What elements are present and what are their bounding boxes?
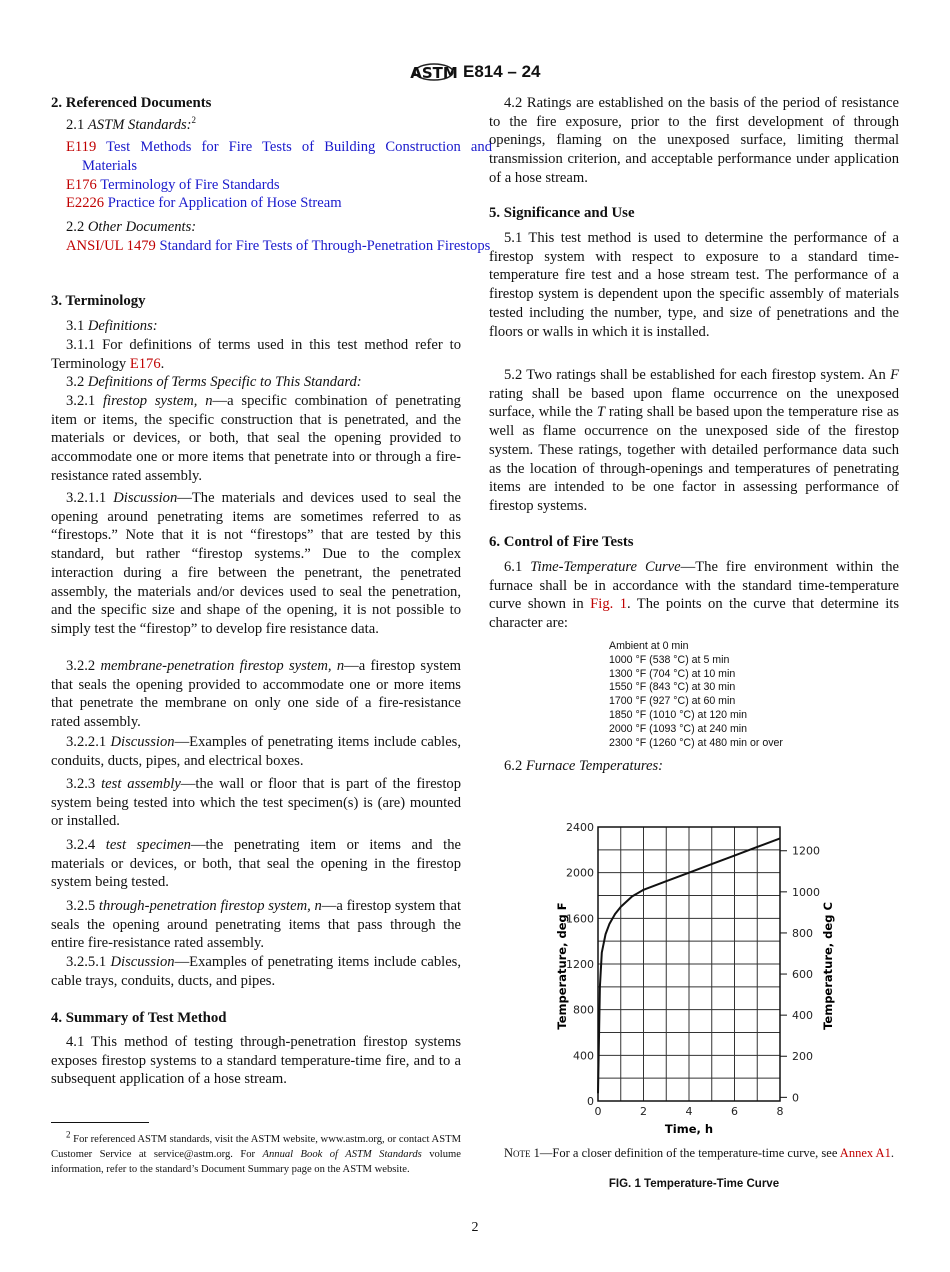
italic-term: Discussion [110,734,175,750]
text: 3.2.2.1 [66,734,111,750]
temperature-time-chart [540,815,860,1145]
text: 3.2.3 [66,776,102,792]
footnote-italic: Annual Book of ASTM Standards [262,1149,422,1160]
text: . The points on the curve that determine its character are: [489,596,899,632]
standard-link[interactable]: Test Methods for Fire Tests of Building Construction and Materials [82,139,492,174]
figure-note [489,1144,899,1162]
standard-link[interactable]: Practice for Application of Hose Stream [104,195,342,211]
italic-term: Definitions of Terms Specific to This Standard: [87,374,362,390]
figure-caption: FIG. 1 Temperature-Time Curve [608,1178,780,1190]
text: 3. Terminology [51,293,146,309]
text: —Examples of penetrating items include cables, cable trays, conduits, ducts, and pipes. [51,954,461,989]
y-axis-label: Temperature, deg F [555,902,569,1030]
text: 2. Referenced Documents [51,95,212,111]
y2-axis-label: Temperature, deg C [821,902,835,1030]
y2-tick-label: 800 [792,926,813,940]
curve-point: 1300 °F (704 °C) at 10 min [609,667,736,680]
standard-link[interactable]: E119 [66,139,97,155]
text: 2 [191,115,197,126]
text: 3.2.4 [66,837,106,853]
standard-link[interactable]: E2226 [66,195,105,211]
section-heading [489,533,899,552]
section-heading [51,292,461,311]
paragraph [51,657,461,732]
curve-point: 2300 °F (1260 °C) at 480 min or over [609,736,783,749]
text: 3.2.1.1 [66,490,114,506]
curve-point: 1850 °F (1010 °C) at 120 min [609,708,748,721]
text: —a firestop system that seals the opening provided to accommodate one or more items that penetrate the membrane on only one side of a fire-resistance rated assembly. [51,658,461,731]
paragraph [51,317,461,336]
page-number: 2 [471,1220,479,1235]
footnote-text: For referenced ASTM standards, visit the ASTM website, www.astm.org, or contact ASTM Customer Service at service@astm.org. For [51,1134,461,1160]
text: 6.2 [504,758,526,774]
italic-term: Discussion [110,954,175,970]
footnote-mark: 2 [66,1129,71,1140]
y-tick-label: 2000 [566,866,594,880]
text: —Examples of penetrating items include cables, conduits, ducts, pipes, and electrical boxes. [51,734,461,769]
curve-point: 1700 °F (927 °C) at 60 min [609,695,736,708]
logo-text: ASTM [410,64,458,82]
x-tick-label: 6 [731,1105,738,1118]
note-end: . [890,1146,894,1160]
text: 5.1 This test method is used to determine the performance of a firestop system with respect to exposure to a standard time-temperature fire test and a hose stream test. The performance of a firestop system is dependent upon the specific assembly of materials tested including the number, type, and size of penetrations and the floors or walls in which it is installed. [489,230,899,340]
paragraph [51,489,461,639]
y2-tick-label: 600 [792,968,813,982]
paragraph [489,558,899,633]
note-text: —For a closer definition of the temperature-time curve, see [539,1146,840,1160]
standard-link[interactable]: Terminology of Fire Standards [96,177,280,193]
text: 2.2 [66,219,88,235]
paragraph [51,836,461,892]
text: 6. Control of Fire Tests [489,534,634,550]
italic-term: Furnace Temperatures: [525,758,664,774]
section-heading [51,94,461,113]
standard-link[interactable]: E176 [129,355,161,372]
paragraph [51,392,461,486]
text: —The fire environment within the furnace shall be in accordance with the standard time-temperature curve shown in [489,559,899,613]
text: . [160,355,165,372]
paragraph [51,218,461,237]
italic-term: Other Documents: [87,219,197,235]
italic-term: T [596,404,605,421]
y2-tick-label: 0 [792,1091,799,1105]
standard-link[interactable]: Fig. 1 [590,596,627,613]
y2-tick-label: 1200 [792,844,820,858]
standard-link[interactable]: E176 [66,177,97,193]
paragraph [51,116,461,135]
paragraph [489,229,899,341]
text: —the penetrating item or items and the materials or devices, or both, that seal the opening in the firestop system being tested. [51,837,461,891]
text: 3.2.1 [66,393,103,409]
paragraph [489,94,899,188]
text: —The materials and devices used to seal the opening around penetrating items are sometimes referred to as “firestops.” Note that it is not “firestops” that are tested by this standard, but rather “firestop systems.” Due to the complex interaction during a fire between the penetrant, the penetrated assembly, the materials and/or devices used to seal the penetration, and the specific size and shape of the opening, it is not possible to simply test the “firestop” to develop fire resistance data. [51,490,462,637]
paragraph [51,1033,461,1089]
text: 3.2.5 [66,898,99,914]
y2-tick-label: 1000 [792,885,820,899]
curve-point: Ambient at 0 min [609,640,689,652]
italic-term: Discussion [113,490,178,506]
paragraph [51,953,461,990]
italic-term: F [890,367,899,383]
reference-entry [51,194,492,213]
x-axis-label: Time, h [664,1122,714,1136]
annex-a1-link[interactable]: Annex A1 [839,1146,891,1160]
note-label: Note 1 [504,1146,540,1160]
text: 6.1 [504,559,531,575]
x-tick-label: 4 [685,1105,693,1118]
y-tick-label: 1200 [566,958,594,971]
paragraph [51,336,461,373]
text: 4.2 Ratings are established on the basis of the period of resistance to the fire exposure, prior to the first development of through openings, flaming on the unexposed surface, limiting thermal transmission criterion, and acceptable performance under application of a hose stream. [489,95,899,186]
footnote [51,1129,461,1177]
section-heading [51,1009,461,1028]
x-tick-label: 2 [640,1105,647,1118]
text: 3.2 [66,374,88,390]
y-tick-label: 400 [573,1049,594,1063]
text: —a specific combination of penetrating item or items, the specific construction that is penetrated, and the materials or devices, or both, that seal the opening provided to accommodate one or more items that penetrate into or through a fire-resistance rated assembly. [51,393,461,484]
standard-designation: E814 – 24 [463,62,541,81]
italic-term: test assembly [101,776,181,792]
reference-entry [51,138,492,175]
paragraph [51,373,461,392]
text: 3.1 [66,318,88,334]
x-tick-label: 0 [594,1105,602,1118]
paragraph [51,897,461,953]
footnote-text-end: volume information, refer to the standard’s Document Summary page on the ASTM website. [51,1149,461,1175]
curve-points-list [609,640,783,750]
text: rating shall be based upon the temperature rise as well as flame occurrence on the unexposed side of the firestop system. These ratings, together with detailed performance data such as the location of through-openings and temperatures of penetrating items are intended to be one factor in assessing performance of firestop systems. [489,404,899,514]
x-tick-label: 8 [776,1105,784,1118]
section-heading [489,204,899,223]
astm-logo-icon [410,57,458,87]
text: 4. Summary of Test Method [51,1010,227,1026]
italic-term: membrane-penetration firestop system, n [100,658,345,674]
text: 4.1 This method of testing through-penetration firestop systems exposes firestop systems to a standard temperature-time fire, and to a subsequent application of a hose stream. [51,1034,461,1088]
text: rating shall be based upon flame occurrence on the unexposed surface, while the [489,385,899,421]
reference-entry [51,237,492,256]
italic-term: Definitions: [87,318,158,334]
text: 5. Significance and Use [489,205,635,221]
italic-term: Time-Temperature Curve [530,559,681,575]
y-tick-label: 800 [573,1003,594,1017]
footnote-rule [51,1122,149,1123]
paragraph [489,757,899,776]
italic-term: ASTM Standards: [87,117,192,133]
y2-tick-label: 200 [792,1050,813,1064]
y2-tick-label: 400 [792,1009,813,1023]
paragraph [51,775,461,831]
text: —the wall or floor that is part of the firestop system being tested into which the test specimen(s) is (are) mounted or installed. [51,776,461,830]
standard-link[interactable]: ANSI/UL 1479 [66,238,156,254]
italic-term: through-penetration firestop system, n [98,898,322,914]
text: 3.2.2 [66,658,101,674]
text: 3.1.1 For definitions of terms used in this test method refer to Terminology [51,337,461,372]
text: 5.2 Two ratings shall be established for each firestop system. An [504,367,891,383]
italic-term: test specimen [105,837,191,853]
reference-entry [51,176,492,195]
y-tick-label: 1600 [566,912,594,926]
page-header [410,57,541,87]
curve-point: 2000 °F (1093 °C) at 240 min [609,722,748,735]
text: —a firestop system that seals the opening around penetrating items that pass through the entire fire-resistance rated assembly. [51,898,461,952]
paragraph [51,733,461,770]
standard-link[interactable]: Standard for Fire Tests of Through-Penetration Firestops [155,238,491,254]
y-tick-label: 0 [587,1095,594,1108]
text: 2.1 [66,117,88,133]
italic-term: firestop system, n [103,393,213,409]
curve-point: 1000 °F (538 °C) at 5 min [609,653,730,666]
paragraph [489,366,899,516]
curve-point: 1550 °F (843 °C) at 30 min [609,681,736,694]
text: 3.2.5.1 [66,954,111,970]
y-tick-label: 2400 [566,821,594,834]
